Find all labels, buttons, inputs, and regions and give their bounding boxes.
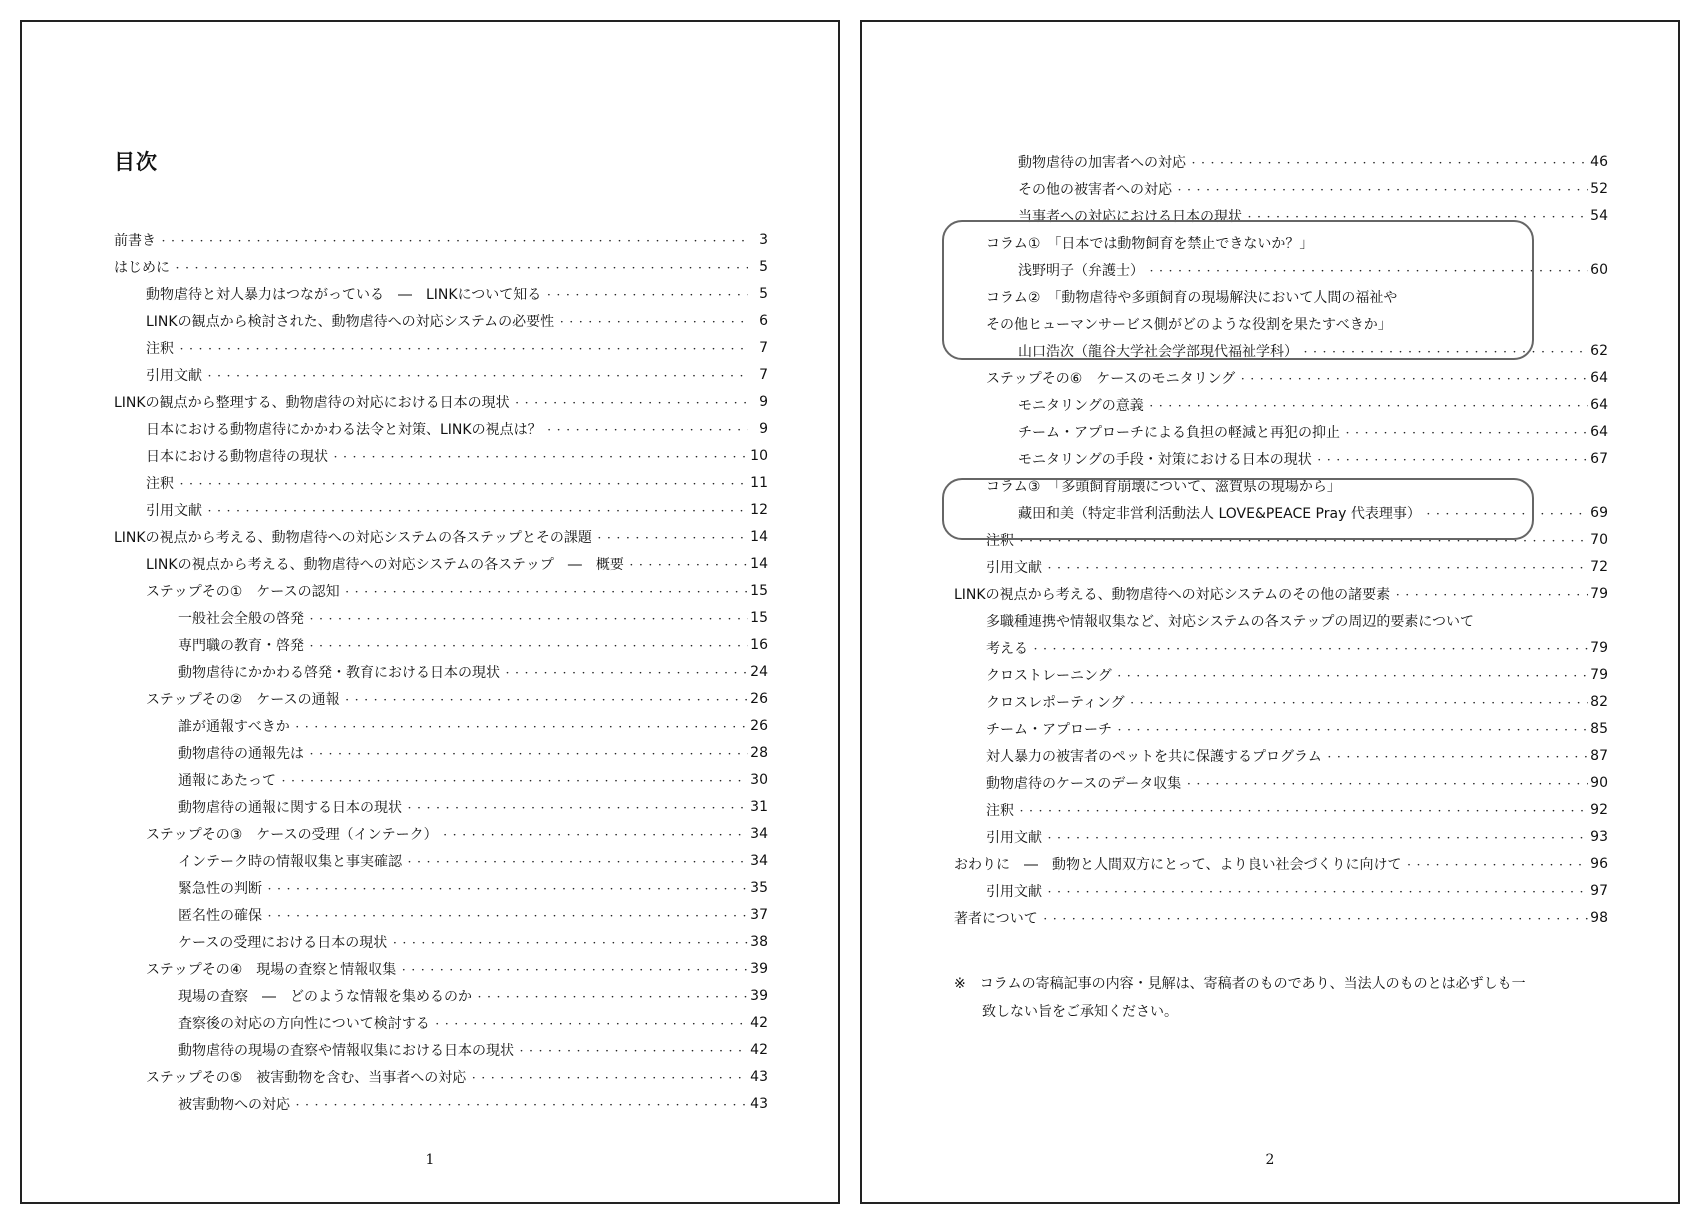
toc-entry-page: 15 bbox=[750, 609, 768, 626]
toc-entry-title: 動物虐待の通報先は bbox=[178, 745, 304, 762]
toc-entry-page: 39 bbox=[750, 960, 768, 977]
toc-leader-dots bbox=[627, 556, 748, 572]
toc-entry bbox=[954, 283, 1608, 310]
toc-leader-dots bbox=[1017, 802, 1588, 818]
toc-entry-title: LINKの視点から考える、動物虐待への対応システムの各ステップとその課題 bbox=[114, 529, 592, 546]
toc-leader-dots bbox=[1045, 559, 1588, 575]
toc-leader-dots bbox=[293, 718, 748, 734]
toc-leader-dots bbox=[1343, 424, 1588, 440]
toc-entry-page: 10 bbox=[750, 447, 768, 464]
toc-leader-dots bbox=[307, 745, 748, 761]
toc-entry-page: 34 bbox=[750, 852, 768, 869]
toc-entry-title: 引用文献 bbox=[986, 559, 1042, 576]
toc-page-2 bbox=[860, 20, 1680, 1204]
toc-entry-page: 43 bbox=[750, 1068, 768, 1085]
toc-leader-dots bbox=[503, 664, 748, 680]
toc-entry-page: 96 bbox=[1590, 855, 1608, 872]
toc-entry bbox=[114, 226, 768, 253]
toc-leader-dots bbox=[390, 934, 748, 950]
toc-entry-page: 11 bbox=[750, 474, 768, 491]
toc-entry-page: 5 bbox=[759, 285, 768, 302]
toc-entry bbox=[114, 361, 768, 388]
toc-leader-dots bbox=[513, 394, 748, 410]
toc-leader-dots bbox=[1404, 856, 1588, 872]
toc-entry-title: 動物虐待のケースのデータ収集 bbox=[986, 775, 1182, 792]
toc-leader-dots bbox=[307, 610, 748, 626]
toc-leader-dots bbox=[177, 340, 748, 356]
toc-entry bbox=[954, 337, 1608, 364]
toc-entry-page: 52 bbox=[1590, 180, 1608, 197]
footnote-line-1: ※ コラムの寄稿記事の内容・見解は、寄稿者のものであり、当法人のものとは必ずしも一 bbox=[954, 976, 1526, 992]
toc-leader-dots bbox=[1041, 910, 1588, 926]
toc-entry bbox=[114, 658, 768, 685]
toc-entry bbox=[954, 499, 1608, 526]
toc-entry bbox=[114, 847, 768, 874]
toc-leader-dots bbox=[1325, 748, 1588, 764]
toc-entry-title: 一般社会全般の啓発 bbox=[178, 610, 304, 627]
toc-entry bbox=[114, 793, 768, 820]
toc-entry bbox=[954, 202, 1608, 229]
toc-leader-dots bbox=[1393, 586, 1588, 602]
toc-leader-dots bbox=[279, 772, 748, 788]
toc-entry-title: 動物虐待にかかわる啓発・教育における日本の現状 bbox=[178, 664, 500, 681]
toc-leader-dots bbox=[433, 1015, 748, 1031]
toc-leader-dots bbox=[293, 1096, 748, 1112]
toc-entry bbox=[954, 769, 1608, 796]
toc-entry-page: 38 bbox=[750, 933, 768, 950]
toc-leader-dots bbox=[1175, 181, 1588, 197]
toc-entry-page: 30 bbox=[750, 771, 768, 788]
toc-entry-page: 46 bbox=[1590, 153, 1608, 170]
toc-leader-dots bbox=[331, 448, 748, 464]
toc-list bbox=[954, 148, 1608, 931]
toc-entry bbox=[114, 685, 768, 712]
toc-leader-dots bbox=[441, 826, 748, 842]
toc-entry-page: 87 bbox=[1590, 747, 1608, 764]
toc-entry-title: 引用文献 bbox=[986, 829, 1042, 846]
toc-entry-title: 考える bbox=[986, 640, 1028, 657]
toc-entry bbox=[954, 256, 1608, 283]
toc-entry-title: はじめに bbox=[114, 259, 170, 276]
toc-entry bbox=[114, 334, 768, 361]
toc-entry-page: 60 bbox=[1590, 261, 1608, 278]
toc-entry-title: 通報にあたって bbox=[178, 772, 276, 789]
toc-entry-title: 引用文献 bbox=[146, 367, 202, 384]
toc-entry bbox=[114, 496, 768, 523]
toc-entry bbox=[954, 688, 1608, 715]
toc-entry-page: 42 bbox=[750, 1014, 768, 1031]
page-number: 2 bbox=[1265, 1152, 1275, 1168]
toc-leader-dots bbox=[1115, 721, 1588, 737]
toc-entry-page: 9 bbox=[759, 393, 768, 410]
toc-entry-page: 67 bbox=[1590, 450, 1608, 467]
toc-entry-title: ステップその④ 現場の査察と情報収集 bbox=[146, 961, 397, 978]
toc-entry-page: 90 bbox=[1590, 774, 1608, 791]
toc-entry-title: 浅野明子（弁護士） bbox=[1018, 262, 1144, 279]
toc-entry-page: 70 bbox=[1590, 531, 1608, 548]
toc-leader-dots bbox=[265, 880, 748, 896]
toc-entry-title: 査察後の対応の方向性について検討する bbox=[178, 1015, 430, 1032]
footnote-line-2: 致しない旨をご承知ください。 bbox=[982, 1004, 1178, 1020]
toc-entry bbox=[954, 229, 1608, 256]
toc-entry-page: 5 bbox=[759, 258, 768, 275]
toc-entry-title: その他の被害者への対応 bbox=[1018, 181, 1172, 198]
toc-entry bbox=[954, 904, 1608, 931]
toc-entry bbox=[954, 796, 1608, 823]
page-number: 1 bbox=[425, 1152, 435, 1168]
toc-entry bbox=[114, 307, 768, 334]
toc-leader-dots bbox=[544, 286, 748, 302]
toc-leader-dots bbox=[545, 421, 748, 437]
toc-entry-title: 誰が通報すべきか bbox=[178, 718, 290, 735]
toc-entry bbox=[954, 877, 1608, 904]
toc-leader-dots bbox=[307, 637, 748, 653]
toc-entry bbox=[114, 874, 768, 901]
toc-entry bbox=[954, 364, 1608, 391]
toc-entry-page: 69 bbox=[1590, 504, 1608, 521]
toc-entry bbox=[114, 1036, 768, 1063]
toc-entry-page: 79 bbox=[1590, 585, 1608, 602]
toc-entry-title: 著者について bbox=[954, 910, 1038, 927]
toc-entry bbox=[114, 820, 768, 847]
toc-entry bbox=[954, 526, 1608, 553]
toc-entry-title: LINKの観点から検討された、動物虐待への対応システムの必要性 bbox=[146, 313, 555, 330]
toc-entry-title: 前書き bbox=[114, 232, 156, 249]
toc-entry bbox=[114, 280, 768, 307]
toc-entry-title: 被害動物への対応 bbox=[178, 1096, 290, 1113]
toc-entry-title: モニタリングの意義 bbox=[1018, 397, 1144, 414]
toc-entry-page: 72 bbox=[1590, 558, 1608, 575]
toc-entry-page: 31 bbox=[750, 798, 768, 815]
toc-entry-title: LINKの視点から考える、動物虐待への対応システムの各ステップ ― 概要 bbox=[146, 556, 624, 573]
toc-entry-title: その他ヒューマンサービス側がどのような役割を果たすべきか」 bbox=[986, 316, 1392, 333]
toc-entry-page: 3 bbox=[759, 231, 768, 248]
toc-entry bbox=[954, 850, 1608, 877]
toc-entry bbox=[114, 631, 768, 658]
toc-leader-dots bbox=[557, 313, 748, 329]
toc-entry bbox=[114, 604, 768, 631]
toc-leader-dots bbox=[1147, 262, 1588, 278]
toc-leader-dots bbox=[1031, 640, 1588, 656]
toc-entry-page: 64 bbox=[1590, 396, 1608, 413]
toc-entry-page: 98 bbox=[1590, 909, 1608, 926]
toc-entry-title: 引用文献 bbox=[986, 883, 1042, 900]
toc-entry-title: LINKの視点から考える、動物虐待への対応システムのその他の諸要素 bbox=[954, 586, 1391, 603]
toc-entry-title: 注釈 bbox=[986, 532, 1014, 549]
toc-entry bbox=[954, 823, 1608, 850]
toc-entry-page: 79 bbox=[1590, 666, 1608, 683]
toc-entry-title: 日本における動物虐待にかかわる法令と対策、LINKの視点は？ bbox=[146, 421, 542, 438]
toc-entry-page: 7 bbox=[759, 339, 768, 356]
toc-entry-title: ステップその⑥ ケースのモニタリング bbox=[986, 370, 1236, 387]
toc-entry bbox=[114, 523, 768, 550]
toc-entry-page: 34 bbox=[750, 825, 768, 842]
toc-entry bbox=[114, 1063, 768, 1090]
toc-leader-dots bbox=[1045, 829, 1588, 845]
toc-entry-page: 16 bbox=[750, 636, 768, 653]
toc-leader-dots bbox=[475, 988, 748, 1004]
toc-entry-page: 43 bbox=[750, 1095, 768, 1112]
toc-leader-dots bbox=[595, 529, 748, 545]
toc-entry-page: 54 bbox=[1590, 207, 1608, 224]
toc-entry-title: ステップその② ケースの通報 bbox=[146, 691, 340, 708]
toc-entry-title: おわりに ― 動物と人間双方にとって、より良い社会づくりに向けて bbox=[954, 856, 1402, 873]
toc-entry bbox=[114, 712, 768, 739]
toc-entry bbox=[114, 1090, 768, 1117]
toc-entry bbox=[954, 148, 1608, 175]
toc-entry-title: 当事者への対応における日本の現状 bbox=[1018, 208, 1242, 225]
toc-entry-page: 28 bbox=[750, 744, 768, 761]
toc-leader-dots bbox=[173, 259, 748, 275]
toc-entry bbox=[114, 739, 768, 766]
toc-leader-dots bbox=[1184, 775, 1588, 791]
toc-entry-page: 26 bbox=[750, 717, 768, 734]
toc-entry-page: 92 bbox=[1590, 801, 1608, 818]
toc-entry bbox=[114, 1009, 768, 1036]
toc-leader-dots bbox=[1424, 505, 1588, 521]
toc-entry-title: インテーク時の情報収集と事実確認 bbox=[178, 853, 402, 870]
toc-entry-title: クロストレーニング bbox=[986, 667, 1112, 684]
toc-entry-page: 7 bbox=[759, 366, 768, 383]
toc-entry bbox=[954, 553, 1608, 580]
toc-entry-title: 動物虐待の現場の査察や情報収集における日本の現状 bbox=[178, 1042, 514, 1059]
toc-entry-title: クロスレポーティング bbox=[986, 694, 1125, 711]
toc-leader-dots bbox=[205, 502, 748, 518]
toc-entry-page: 6 bbox=[759, 312, 768, 329]
toc-entry-title: 引用文献 bbox=[146, 502, 202, 519]
toc-entry-page: 15 bbox=[750, 582, 768, 599]
toc-entry bbox=[114, 469, 768, 496]
toc-entry-title: 緊急性の判断 bbox=[178, 880, 262, 897]
toc-entry bbox=[114, 253, 768, 280]
toc-entry-title: コラム③ 「多頭飼育崩壊について、滋賀県の現場から」 bbox=[986, 478, 1341, 495]
toc-leader-dots bbox=[1238, 370, 1588, 386]
toc-entry-page: 14 bbox=[750, 528, 768, 545]
toc-entry bbox=[954, 580, 1608, 607]
toc-entry-title: コラム② 「動物虐待や多頭飼育の現場解決において人間の福祉や bbox=[986, 289, 1398, 306]
toc-entry-title: チーム・アプローチによる負担の軽減と再犯の抑止 bbox=[1018, 424, 1340, 441]
toc-entry bbox=[114, 550, 768, 577]
toc-entry-title: ケースの受理における日本の現状 bbox=[178, 934, 388, 951]
toc-entry-title: 注釈 bbox=[146, 475, 174, 492]
toc-entry-title: 藏田和美（特定非営利活動法人 LOVE&PEACE Pray 代表理事） bbox=[1018, 505, 1421, 522]
toc-leader-dots bbox=[1128, 694, 1588, 710]
toc-entry-title: 対人暴力の被害者のペットを共に保護するプログラム bbox=[986, 748, 1322, 765]
toc-leader-dots bbox=[265, 907, 748, 923]
toc-leader-dots bbox=[399, 961, 748, 977]
toc-entry-page: 42 bbox=[750, 1041, 768, 1058]
toc-entry bbox=[114, 577, 768, 604]
toc-leader-dots bbox=[469, 1069, 748, 1085]
toc-entry bbox=[114, 982, 768, 1009]
toc-entry-page: 35 bbox=[750, 879, 768, 896]
toc-leader-dots bbox=[517, 1042, 748, 1058]
toc-entry-title: モニタリングの手段・対策における日本の現状 bbox=[1018, 451, 1312, 468]
toc-entry bbox=[954, 418, 1608, 445]
toc-entry bbox=[954, 634, 1608, 661]
toc-entry-title: チーム・アプローチ bbox=[986, 721, 1112, 738]
toc-entry-page: 26 bbox=[750, 690, 768, 707]
toc-entry-title: ステップその⑤ 被害動物を含む、当事者への対応 bbox=[146, 1069, 467, 1086]
toc-entry bbox=[114, 415, 768, 442]
toc-title: 目次 bbox=[114, 150, 158, 174]
toc-entry bbox=[954, 607, 1608, 634]
toc-entry-title: 匿名性の確保 bbox=[178, 907, 262, 924]
toc-leader-dots bbox=[1045, 883, 1588, 899]
toc-entry-title: LINKの観点から整理する、動物虐待の対応における日本の現状 bbox=[114, 394, 510, 411]
footnote bbox=[954, 970, 1594, 1026]
toc-entry-page: 39 bbox=[750, 987, 768, 1004]
toc-entry bbox=[114, 928, 768, 955]
toc-entry-page: 62 bbox=[1590, 342, 1608, 359]
toc-entry-page: 64 bbox=[1590, 423, 1608, 440]
toc-entry-title: 動物虐待と対人暴力はつながっている ― LINKについて知る bbox=[146, 286, 542, 303]
toc-leader-dots bbox=[1147, 397, 1588, 413]
toc-entry-title: 注釈 bbox=[146, 340, 174, 357]
toc-entry-page: 79 bbox=[1590, 639, 1608, 656]
toc-entry-page: 14 bbox=[750, 555, 768, 572]
toc-entry-page: 82 bbox=[1590, 693, 1608, 710]
toc-entry-page: 64 bbox=[1590, 369, 1608, 386]
toc-entry bbox=[114, 388, 768, 415]
toc-entry-title: 動物虐待の加害者への対応 bbox=[1018, 154, 1186, 171]
toc-entry bbox=[954, 472, 1608, 499]
toc-entry bbox=[954, 391, 1608, 418]
toc-entry-page: 12 bbox=[750, 501, 768, 518]
toc-entry bbox=[954, 661, 1608, 688]
toc-entry-title: ステップその③ ケースの受理（インテーク） bbox=[146, 826, 438, 843]
toc-entry bbox=[114, 442, 768, 469]
toc-leader-dots bbox=[159, 232, 748, 248]
toc-entry-title: ステップその① ケースの認知 bbox=[146, 583, 340, 600]
toc-leader-dots bbox=[1301, 343, 1588, 359]
toc-entry-title: 専門職の教育・啓発 bbox=[178, 637, 304, 654]
toc-leader-dots bbox=[205, 367, 748, 383]
toc-entry-page: 85 bbox=[1590, 720, 1608, 737]
toc-entry-title: 注釈 bbox=[986, 802, 1014, 819]
toc-leader-dots bbox=[1115, 667, 1588, 683]
toc-entry bbox=[954, 175, 1608, 202]
toc-entry-page: 97 bbox=[1590, 882, 1608, 899]
toc-entry bbox=[954, 715, 1608, 742]
toc-page-1 bbox=[20, 20, 840, 1204]
toc-entry bbox=[114, 766, 768, 793]
toc-entry bbox=[954, 742, 1608, 769]
toc-entry-page: 93 bbox=[1590, 828, 1608, 845]
toc-entry-title: コラム① 「日本では動物飼育を禁止できないか？」 bbox=[986, 235, 1314, 252]
toc-leader-dots bbox=[177, 475, 748, 491]
toc-leader-dots bbox=[405, 853, 748, 869]
toc-leader-dots bbox=[405, 799, 748, 815]
toc-entry-title: 多職種連携や情報収集など、対応システムの各ステップの周辺的要素について bbox=[986, 613, 1475, 630]
toc-leader-dots bbox=[343, 691, 748, 707]
toc-entry-page: 37 bbox=[750, 906, 768, 923]
toc-leader-dots bbox=[343, 583, 748, 599]
toc-entry-title: 日本における動物虐待の現状 bbox=[146, 448, 328, 465]
toc-leader-dots bbox=[1189, 154, 1588, 170]
toc-leader-dots bbox=[1245, 208, 1588, 224]
toc-entry bbox=[114, 955, 768, 982]
toc-entry-title: 山口浩次（龍谷大学社会学部現代福祉学科） bbox=[1018, 343, 1298, 360]
toc-entry-page: 24 bbox=[750, 663, 768, 680]
toc-entry bbox=[114, 901, 768, 928]
toc-list bbox=[114, 226, 768, 1117]
toc-leader-dots bbox=[1017, 532, 1588, 548]
toc-entry bbox=[954, 310, 1608, 337]
toc-entry bbox=[954, 445, 1608, 472]
toc-entry-page: 9 bbox=[759, 420, 768, 437]
toc-entry-title: 動物虐待の通報に関する日本の現状 bbox=[178, 799, 402, 816]
toc-entry-title: 現場の査察 ― どのような情報を集めるのか bbox=[178, 988, 472, 1005]
toc-leader-dots bbox=[1315, 451, 1588, 467]
